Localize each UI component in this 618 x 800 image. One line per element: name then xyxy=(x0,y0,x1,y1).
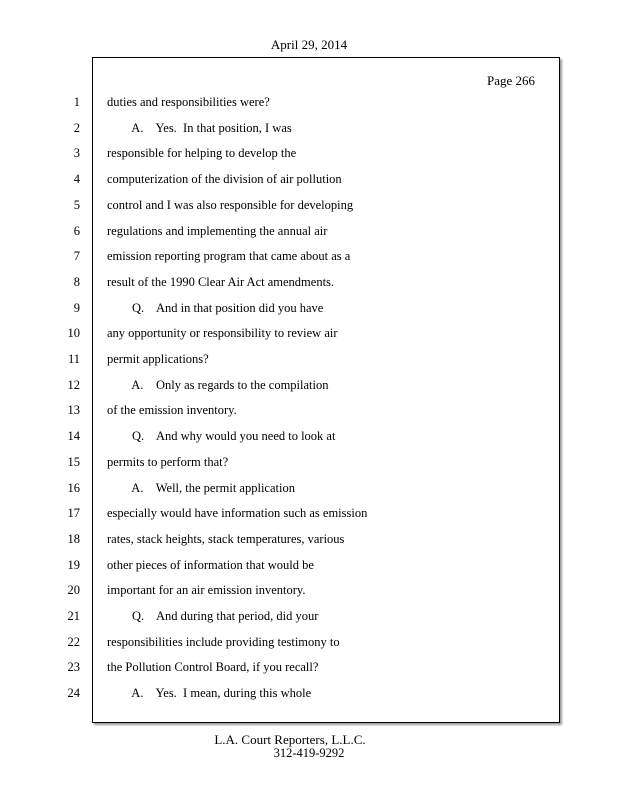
line-number: 16 xyxy=(67,481,80,495)
line-text: any opportunity or responsibility to review air xyxy=(107,326,338,340)
line-text: other pieces of information that would be xyxy=(107,558,314,572)
line-number: 3 xyxy=(73,146,80,160)
line-number: 7 xyxy=(73,249,80,263)
line-number: 18 xyxy=(67,532,80,546)
line-text: permit applications? xyxy=(107,352,209,366)
line-number: 13 xyxy=(67,403,80,417)
line-number: 12 xyxy=(67,378,80,392)
line-number: 22 xyxy=(67,635,80,649)
line-number: 1 xyxy=(73,95,80,109)
line-text: regulations and implementing the annual air xyxy=(107,224,328,238)
line-text: A. Well, the permit application xyxy=(107,481,295,495)
line-number: 6 xyxy=(73,224,80,238)
page-number: Page 266 xyxy=(486,73,535,88)
line-text: responsibilities include providing testimony to xyxy=(107,635,340,649)
transcript-date: April 29, 2014 xyxy=(270,37,348,52)
line-text: important for an air emission inventory. xyxy=(107,583,306,597)
line-text: Q. And during that period, did your xyxy=(107,609,319,623)
line-text: the Pollution Control Board, if you recall? xyxy=(107,660,319,674)
line-text: A. Only as regards to the compilation xyxy=(107,378,329,392)
footer-phone: 312-419-9292 xyxy=(273,746,345,760)
line-text: computerization of the division of air pollution xyxy=(107,172,342,186)
line-number: 14 xyxy=(67,429,80,443)
line-number: 20 xyxy=(67,583,80,597)
line-number: 15 xyxy=(67,455,80,469)
line-text: A. Yes. In that position, I was xyxy=(107,121,292,135)
line-number: 8 xyxy=(73,275,80,289)
line-text: control and I was also responsible for developing xyxy=(107,198,354,212)
line-number: 23 xyxy=(67,660,80,674)
line-number: 4 xyxy=(73,172,80,186)
line-text: duties and responsibilities were? xyxy=(107,95,270,109)
line-number: 5 xyxy=(73,198,80,212)
line-number: 24 xyxy=(67,686,80,700)
line-number: 17 xyxy=(67,506,80,520)
line-text: Q. And why would you need to look at xyxy=(107,429,336,443)
line-text: of the emission inventory. xyxy=(107,403,237,417)
line-number: 2 xyxy=(73,121,80,135)
line-number: 19 xyxy=(67,558,80,572)
line-text: especially would have information such as emission xyxy=(107,506,368,520)
line-text: rates, stack heights, stack temperatures, various xyxy=(107,532,345,546)
footer-company: L.A. Court Reporters, L.L.C. xyxy=(214,732,366,747)
line-number: 9 xyxy=(73,301,80,315)
line-text: emission reporting program that came about as a xyxy=(107,249,351,263)
line-text: A. Yes. I mean, during this whole xyxy=(107,686,312,700)
line-text: Q. And in that position did you have xyxy=(107,301,324,315)
line-text: responsible for helping to develop the xyxy=(107,146,297,160)
line-number: 11 xyxy=(67,352,80,366)
line-number: 21 xyxy=(67,609,80,623)
line-text: permits to perform that? xyxy=(107,455,229,469)
line-number: 10 xyxy=(67,326,80,340)
line-text: result of the 1990 Clear Air Act amendments. xyxy=(107,275,335,289)
